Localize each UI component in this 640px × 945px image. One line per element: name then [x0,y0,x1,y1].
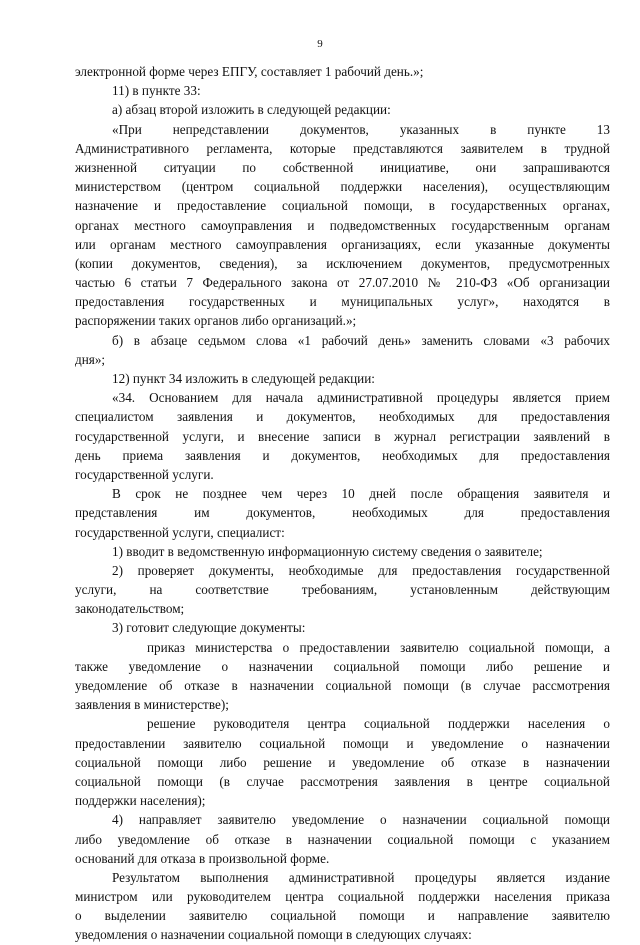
text-line: жизненной ситуации по собственной инициативе, они запрашиваются [75,159,610,175]
text-line: поддержки населения); [75,793,206,809]
text-line: 2) проверяет документы, необходимые для предоставления государственной [112,562,610,578]
text-line: оснований для отказа в произвольной форме. [75,850,330,866]
text-line: о выделении заявителю социальной помощи и направление заявителю [75,908,610,924]
text-line: предоставления государственных и муниципальных услуг», находятся в [75,294,610,310]
text-line: министерством (центром социальной поддержки населения), осуществляющим [75,179,610,195]
text-line: распоряжении таких органов либо организаций.»; [75,313,357,329]
text-line: государственной услуги, и внесение записи в журнал регистрации заявлений в [75,428,610,444]
text-line: электронной форме через ЕПГУ, составляет 1 рабочий день.»; [75,64,424,79]
document-body [75,62,610,945]
text-line: а) абзац второй изложить в следующей редакции: [112,102,391,118]
text-line: б) в абзаце седьмом слова «1 рабочий день» заменить словами «3 рабочих [112,332,610,348]
text-line: министром или руководителем центра социальной поддержки населения приказа [75,889,610,905]
text-line: услуги, на соответствие требованиям, установленным действующим [75,582,610,598]
text-line: 3) готовит следующие документы: [112,620,306,636]
text-line: 1) вводит в ведомственную информационную систему сведения о заявителе; [112,543,543,559]
text-line: «34. Основанием для начала административной процедуры является прием [112,390,610,406]
text-line: 12) пункт 34 изложить в следующей редакции: [112,371,375,386]
text-line: 11) в пункте 33: [112,83,201,99]
text-line: органах местного самоуправления и подведомственных государственным органам [75,217,610,233]
text-line: решение руководителя центра социальной поддержки населения о [147,716,610,732]
text-line: социальной помощи (в случае рассмотрения заявления в центре социальной [75,773,610,789]
text-line: 4) направляет заявителю уведомление о назначении социальной помощи [112,812,610,828]
text-line: назначение и предоставление социальной помощи, в государственных органах, [75,198,610,214]
text-line: «При непредставлении документов, указанных в пункте 13 [112,121,610,137]
text-line: день приема заявления и документов, необходимых для предоставления [75,447,610,463]
text-line: специалистом заявления и документов, необходимых для предоставления [75,409,610,425]
text-line: также уведомление о назначении социальной помощи либо решение и [75,658,610,674]
text-line: уведомления о назначении социальной помощи в следующих случаях: [75,927,472,943]
text-line: социальной помощи либо решение и уведомление об отказе в назначении [75,754,610,770]
text-line: либо уведомление об отказе в назначении социальной помощи с указанием [75,831,610,847]
text-line: законодательством; [75,601,185,617]
text-line: частью 6 статьи 7 Федерального закона от 27.07.2010 № 210-ФЗ «Об организации [75,275,610,291]
text-line: предоставлении заявителю социальной помощи и уведомление о назначении [75,735,610,751]
text-line: или органам местного самоуправления организациях, если указанные документы [75,236,610,252]
text-line: государственной услуги, специалист: [75,524,285,540]
text-line: государственной услуги. [75,466,214,482]
text-line: В срок не позднее чем через 10 дней после обращения заявителя и [112,486,610,502]
text-line: Результатом выполнения административной процедуры является издание [112,869,610,885]
text-line: уведомление об отказе в назначении социальной помощи (в случае рассмотрения [75,678,610,693]
text-line: Административного регламента, которые представляются заявителем в трудной [75,140,610,156]
text-line: (копии документов, сведения), за исключением документов, предусмотренных [75,255,610,271]
text-line: дня»; [75,351,106,367]
text-line: представления им документов, необходимых для предоставления [75,505,610,521]
text-line: заявления в министерстве); [75,697,229,713]
page-number: 9 [317,38,323,50]
text-line: приказ министерства о предоставлении заявителю социальной помощи, а [147,639,610,655]
